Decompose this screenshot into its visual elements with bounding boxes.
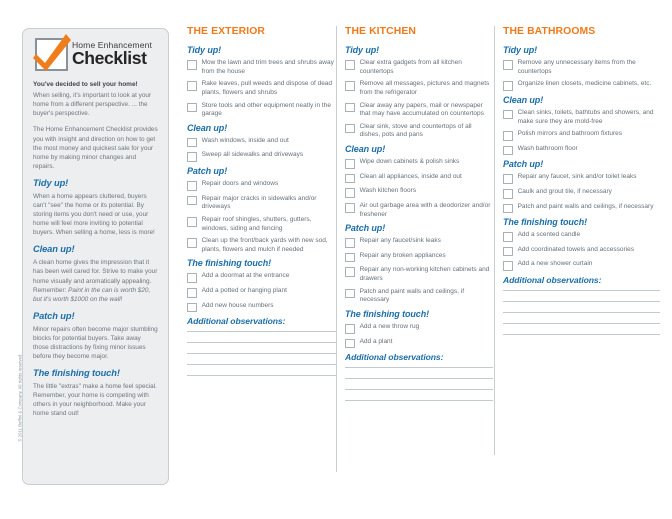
intro-section-body-patch: Minor repairs often become major stumbling blocks for potential buyers. Take away those distractions by fixing minor issues before they become major. [33,325,158,361]
checklist-item[interactable] [187,180,337,191]
logo-text [72,41,152,67]
checklist-item-label: Clean sinks, toilets, bathtubs and showers, and make sure they are mold-free [517,108,654,125]
checkbox-icon[interactable] [345,81,355,91]
checkbox-icon[interactable] [187,152,197,162]
column-bathrooms [503,26,660,345]
checkbox-icon[interactable] [503,60,513,70]
checkbox-icon[interactable] [503,110,513,120]
checklist-item[interactable] [187,272,337,283]
checkbox-icon[interactable] [503,81,513,91]
checkbox-icon[interactable] [503,232,513,242]
checklist-item[interactable] [503,59,660,76]
observation-line[interactable] [503,334,660,335]
checkbox-icon[interactable] [345,159,355,169]
column-title: THE EXTERIOR [187,26,265,37]
checklist-item[interactable] [345,338,493,349]
checklist-item[interactable] [187,151,337,162]
checklist-item[interactable] [503,203,660,214]
checklist-item[interactable] [345,102,493,119]
checkbox-icon[interactable] [345,60,355,70]
observation-line[interactable] [345,367,493,368]
checklist-item-label: Clear sink, stove and countertops of all dishes, pots and pans [359,122,472,139]
checkbox-icon[interactable] [503,131,513,141]
observation-line[interactable] [503,312,660,313]
section-heading: Clean up! [503,94,544,105]
column-title: THE BATHROOMS [503,26,596,37]
checklist-item-label: Store tools and other equipment neatly in the garage [201,101,331,118]
checklist-item[interactable] [503,231,660,242]
checklist-item-label: Add a doormat at the entrance [201,272,290,280]
checklist-item-label: Repair any faucet, sink and/or toilet leaks [517,173,637,181]
checkbox-icon[interactable] [345,253,355,263]
checklist-item-label: Repair any faucet/sink leaks [359,237,441,245]
checkbox-icon[interactable] [187,181,197,191]
intro-section-body-clean [33,258,158,303]
checkbox-icon[interactable] [345,267,355,277]
intro-paragraph: The Home Enhancement Checklist provides you with insight and direction on how to get the most money and quickest sale for your home by making minor changes and repairs. [33,126,158,170]
intro-section-heading-patch: Patch up! [33,310,75,321]
checklist-item[interactable] [187,302,337,313]
checklist-item-label: Clean all appliances, inside and out [359,172,462,180]
checklist-item[interactable] [187,216,337,233]
observations-label: Additional observations: [503,274,602,285]
section-heading: Clean up! [187,122,228,133]
logo [35,38,158,71]
checklist-item-label: Rake leaves, pull weeds and dispose of dead plants, flowers and shrubs [201,80,333,96]
checklist-item-label: Add a new throw rug [359,322,420,330]
checklist-item[interactable] [503,188,660,199]
checklist-item-label: Remove any unnecessary items from the countertops [517,59,636,75]
checklist-item[interactable] [345,80,493,97]
checklist-item[interactable] [187,59,337,76]
checklist-item-label: Organize linen closets, medicine cabinets, etc. [517,80,652,88]
section-heading: Patch up! [345,223,386,234]
checkbox-icon[interactable] [187,60,197,70]
checkbox-icon[interactable] [503,174,513,184]
checklist-item[interactable] [345,288,493,305]
checkbox-icon[interactable] [503,189,513,199]
observations-label: Additional observations: [345,352,444,363]
column-kitchen [345,26,493,411]
checklist-item-label: Add a potted or hanging plant [201,287,287,295]
logo-line-2: Checklist [72,48,147,68]
section-heading: The finishing touch! [345,308,429,319]
checklist-item[interactable] [187,80,337,97]
observation-line[interactable] [345,400,493,401]
checkbox-icon[interactable] [503,146,513,156]
column-divider-2 [494,26,495,455]
checkbox-icon[interactable] [503,247,513,257]
checklist-item-label: Mow the lawn and trim trees and shrubs away from the house [201,59,334,75]
intro-section-heading-tidy: Tidy up! [33,177,69,188]
checklist-item[interactable] [345,266,493,283]
observation-line[interactable] [187,353,337,354]
observation-line[interactable] [503,323,660,324]
checkbox-icon[interactable] [187,238,197,248]
checklist-item[interactable] [345,252,493,263]
checklist-item[interactable] [503,145,660,156]
checkbox-icon[interactable] [187,303,197,313]
checkbox-icon[interactable] [187,217,197,227]
checkbox-icon[interactable] [345,238,355,248]
checkbox-icon[interactable] [187,273,197,283]
checklist-item-label: Patch and paint walls and ceilings, if necessary [359,287,465,304]
column-sections [345,45,493,348]
column-sections [503,45,660,271]
checkbox-icon[interactable] [187,196,197,206]
checklist-item[interactable] [187,137,337,148]
checkbox-icon[interactable] [187,288,197,298]
checkbox-icon[interactable] [345,188,355,198]
intro-lead: You've decided to sell your home! [33,81,138,88]
checklist-item-label: Wash windows, inside and out [201,136,289,144]
checklist-item[interactable] [503,130,660,141]
checklist-item[interactable] [187,102,337,119]
checklist-item[interactable] [345,59,493,76]
observation-line[interactable] [503,301,660,302]
checkbox-icon[interactable] [345,174,355,184]
intro-lead-body: When selling, it's important to look at your home from a different perspective. ... the buyer's perspective. [33,92,152,118]
checkbox-icon[interactable] [345,324,355,334]
checkmark-box-icon [35,38,68,71]
checklist-item[interactable] [187,287,337,298]
observation-line[interactable] [187,364,337,365]
checklist-item-label: Repair doors and windows [201,180,279,188]
section-heading: Patch up! [503,159,544,170]
checkbox-icon[interactable] [345,203,355,213]
checkbox-icon[interactable] [345,103,355,113]
checklist-item[interactable] [345,323,493,334]
checklist-item[interactable] [345,173,493,184]
intro-clean-prefix: A clean home gives the impression that it has been well cared for. Strive to make your home visually and aromatically appealing. Remember: [33,259,158,294]
checklist-item[interactable] [503,80,660,91]
intro-panel [22,28,169,485]
intro-clean-italic: Paint in the can is worth $20, but it's worth $1000 on the wall! [33,286,151,303]
checklist-item[interactable] [345,187,493,198]
checklist-item-label: Clear away any papers, mail or newspaper that may have accumulated on countertops [359,101,484,118]
checklist-item-label: Add coordinated towels and accessories [517,245,634,253]
checklist-item-label: Add new house numbers [201,301,274,309]
checklist-item-label: Repair major cracks in sidewalks and/or driveways [201,194,317,211]
checklist-item-label: Clear extra gadgets from all kitchen countertops [359,59,462,75]
checkbox-icon[interactable] [503,204,513,214]
checklist-item-label: Wash kitchen floors [359,187,417,195]
checklist-item[interactable] [187,195,337,212]
observation-lines [187,331,337,376]
observation-line[interactable] [187,375,337,376]
column-exterior [187,26,337,386]
checklist-item[interactable] [503,246,660,257]
observation-line[interactable] [187,342,337,343]
section-heading: Patch up! [187,166,228,177]
checklist-item-label: Remove all messages, pictures and magnets from the refrigerator [359,80,490,96]
checkbox-icon[interactable] [345,339,355,349]
observation-lines [345,367,493,401]
checklist-item-label: Repair roof shingles, shutters, gutters, windows, siding and fencing [201,215,312,232]
checklist-item-label: Add a scented candle [517,231,581,239]
intro-section-body-finishing: The little "extras" make a home feel special. Remember, your home is competing with others in your neighborhood. Make your home stand out! [33,383,157,418]
checklist-item[interactable] [345,158,493,169]
checklist-item[interactable] [503,173,660,184]
checkbox-icon[interactable] [503,261,513,271]
checklist-item-label: Repair any non-working kitchen cabinets and drawers [359,266,490,283]
checkbox-icon[interactable] [345,289,355,299]
intro-section-body-tidy: When a home appears cluttered, buyers can't "see" the home or its potential. By storing items you don't need or use, your home will feel more inviting to potential buyers. When selling a home, less is more! [33,192,155,237]
observation-lines [503,290,660,335]
checklist-item-label: Sweep all sidewalks and driveways [201,151,304,159]
checklist-item-label: Caulk and grout tile, if necessary [517,187,612,195]
checklist-item-label: Air out garbage area with a deodorizer and/or freshener [359,201,491,218]
intro-section-heading-finishing: The finishing touch! [33,368,120,379]
checklist-item-label: Add a new shower curtain [517,260,593,268]
checklist-item-label: Repair any broken appliances [359,251,446,259]
checklist-item-label: Add a plant [359,337,393,345]
observation-line[interactable] [345,389,493,390]
section-heading: The finishing touch! [187,258,271,269]
checkbox-icon[interactable] [345,124,355,134]
checklist-item-label: Wipe down cabinets & polish sinks [359,158,460,166]
checklist-item-label: Polish mirrors and bathroom fixtures [517,130,622,138]
checklist-item-label: Wash bathroom floor [517,144,578,152]
section-heading: Tidy up! [187,45,222,55]
checkbox-icon[interactable] [187,103,197,113]
observation-line[interactable] [187,331,337,332]
checklist-item[interactable] [345,123,493,140]
intro-section-heading-clean: Clean up! [33,244,75,255]
section-heading: Tidy up! [503,45,538,55]
checklist-item[interactable] [187,237,337,254]
checklist-item[interactable] [503,260,660,271]
checklist-item-label: Patch and paint walls and ceilings, if necessary [517,202,654,210]
logo-line-1: Home Enhancement [72,40,152,51]
column-sections [187,45,337,312]
checkbox-icon[interactable] [187,138,197,148]
checklist-item[interactable] [503,109,660,126]
checkbox-icon[interactable] [187,81,197,91]
copyright-notice: © 2011 Buffini & Company. All rights reserved. [17,353,23,442]
observations-label: Additional observations: [187,316,286,327]
observation-line[interactable] [345,378,493,379]
column-title: THE KITCHEN [345,26,416,37]
observation-line[interactable] [503,290,660,291]
checklist-item[interactable] [345,237,493,248]
checklist-item[interactable] [345,202,493,219]
section-heading: Tidy up! [345,45,380,55]
checklist-item-label: Clean up the front/back yards with new sod, plants, flowers and mulch if needed [201,237,328,253]
section-heading: The finishing touch! [503,217,587,228]
section-heading: Clean up! [345,144,386,155]
